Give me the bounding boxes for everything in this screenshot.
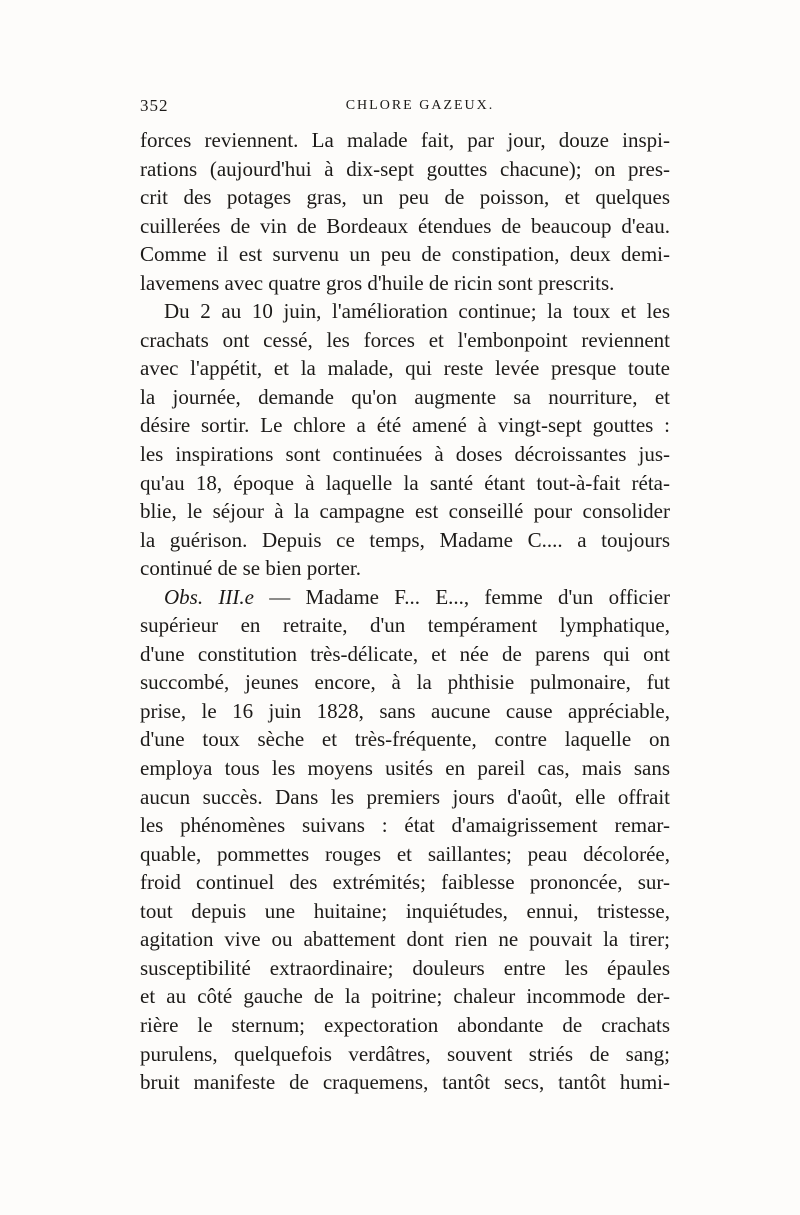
text-line: lavemens avec quatre gros d'huile de ricin sont prescrits. bbox=[140, 270, 615, 295]
text-line: cuillerées de vin de Bordeaux étendues de beaucoup d'eau. bbox=[140, 213, 670, 238]
text-line: aucun succès. Dans les premiers jours d'août, elle offrait bbox=[140, 784, 670, 809]
text-line: rations (aujourd'hui à dix-sept gouttes chacune); on pres- bbox=[140, 156, 670, 181]
text-line: rière le sternum; expectoration abondante de crachats bbox=[140, 1012, 670, 1037]
page-number: 352 bbox=[140, 96, 169, 115]
text-line: — Madame F... E..., femme d'un officier bbox=[269, 584, 670, 609]
body-text bbox=[140, 126, 670, 1097]
text-line: désire sortir. Le chlore a été amené à vingt-sept gouttes : bbox=[140, 413, 670, 438]
text-line: et au côté gauche de la poitrine; chaleur incommode der- bbox=[140, 984, 670, 1009]
text-line: Du 2 au 10 juin, l'amélioration continue; la toux et les bbox=[164, 299, 670, 324]
text-line: crachats ont cessé, les forces et l'embonpoint reviennent bbox=[140, 327, 670, 352]
text-line: les phénomènes suivans : état d'amaigrissement remar- bbox=[140, 813, 670, 838]
text-line: tout depuis une huitaine; inquiétudes, ennui, tristesse, bbox=[140, 898, 670, 923]
text-line: blie, le séjour à la campagne est conseillé pour consolider bbox=[140, 499, 670, 524]
running-head bbox=[140, 96, 670, 120]
text-line: agitation vive ou abattement dont rien ne pouvait la tirer; bbox=[140, 927, 670, 952]
text-line: succombé, jeunes encore, à la phthisie pulmonaire, fut bbox=[140, 670, 670, 695]
text-line: susceptibilité extraordinaire; douleurs entre les épaules bbox=[140, 955, 670, 980]
running-title: CHLORE GAZEUX. bbox=[345, 98, 495, 113]
text-line: prise, le 16 juin 1828, sans aucune cause appréciable, bbox=[140, 698, 670, 723]
text-line: avec l'appétit, et la malade, qui reste levée presque toute bbox=[140, 356, 670, 381]
observation-label: Obs. III.e bbox=[164, 584, 254, 609]
text-line: supérieur en retraite, d'un tempérament lymphatique, bbox=[140, 613, 670, 638]
text-line: purulens, quelquefois verdâtres, souvent striés de sang; bbox=[140, 1041, 670, 1066]
text-line: forces reviennent. La malade fait, par jour, douze inspi- bbox=[140, 128, 670, 152]
text-line: employa tous les moyens usités en pareil cas, mais sans bbox=[140, 756, 670, 781]
text-line: quable, pommettes rouges et saillantes; peau décolorée, bbox=[140, 841, 670, 866]
text-line: d'une constitution très-délicate, et née de parens qui ont bbox=[140, 641, 670, 666]
text-line: continué de se bien porter. bbox=[140, 556, 362, 581]
text-line: la journée, demande qu'on augmente sa nourriture, et bbox=[140, 384, 670, 409]
text-line: qu'au 18, époque à laquelle la santé étant tout-à-fait réta- bbox=[140, 470, 670, 495]
text-line: les inspirations sont continuées à doses décroissantes jus- bbox=[140, 442, 670, 467]
text-line: froid continuel des extrémités; faiblesse prononcée, sur- bbox=[140, 870, 670, 895]
text-line: crit des potages gras, un peu de poisson, et quelques bbox=[140, 185, 670, 210]
text-line: d'une toux sèche et très-fréquente, contre laquelle on bbox=[140, 727, 670, 752]
text-line: bruit manifeste de craquemens, tantôt secs, tantôt humi- bbox=[140, 1070, 670, 1095]
observation-heading-line bbox=[140, 583, 670, 612]
text-line: la guérison. Depuis ce temps, Madame C.... a toujours bbox=[140, 527, 670, 552]
text-line: Comme il est survenu un peu de constipation, deux demi- bbox=[140, 242, 670, 267]
